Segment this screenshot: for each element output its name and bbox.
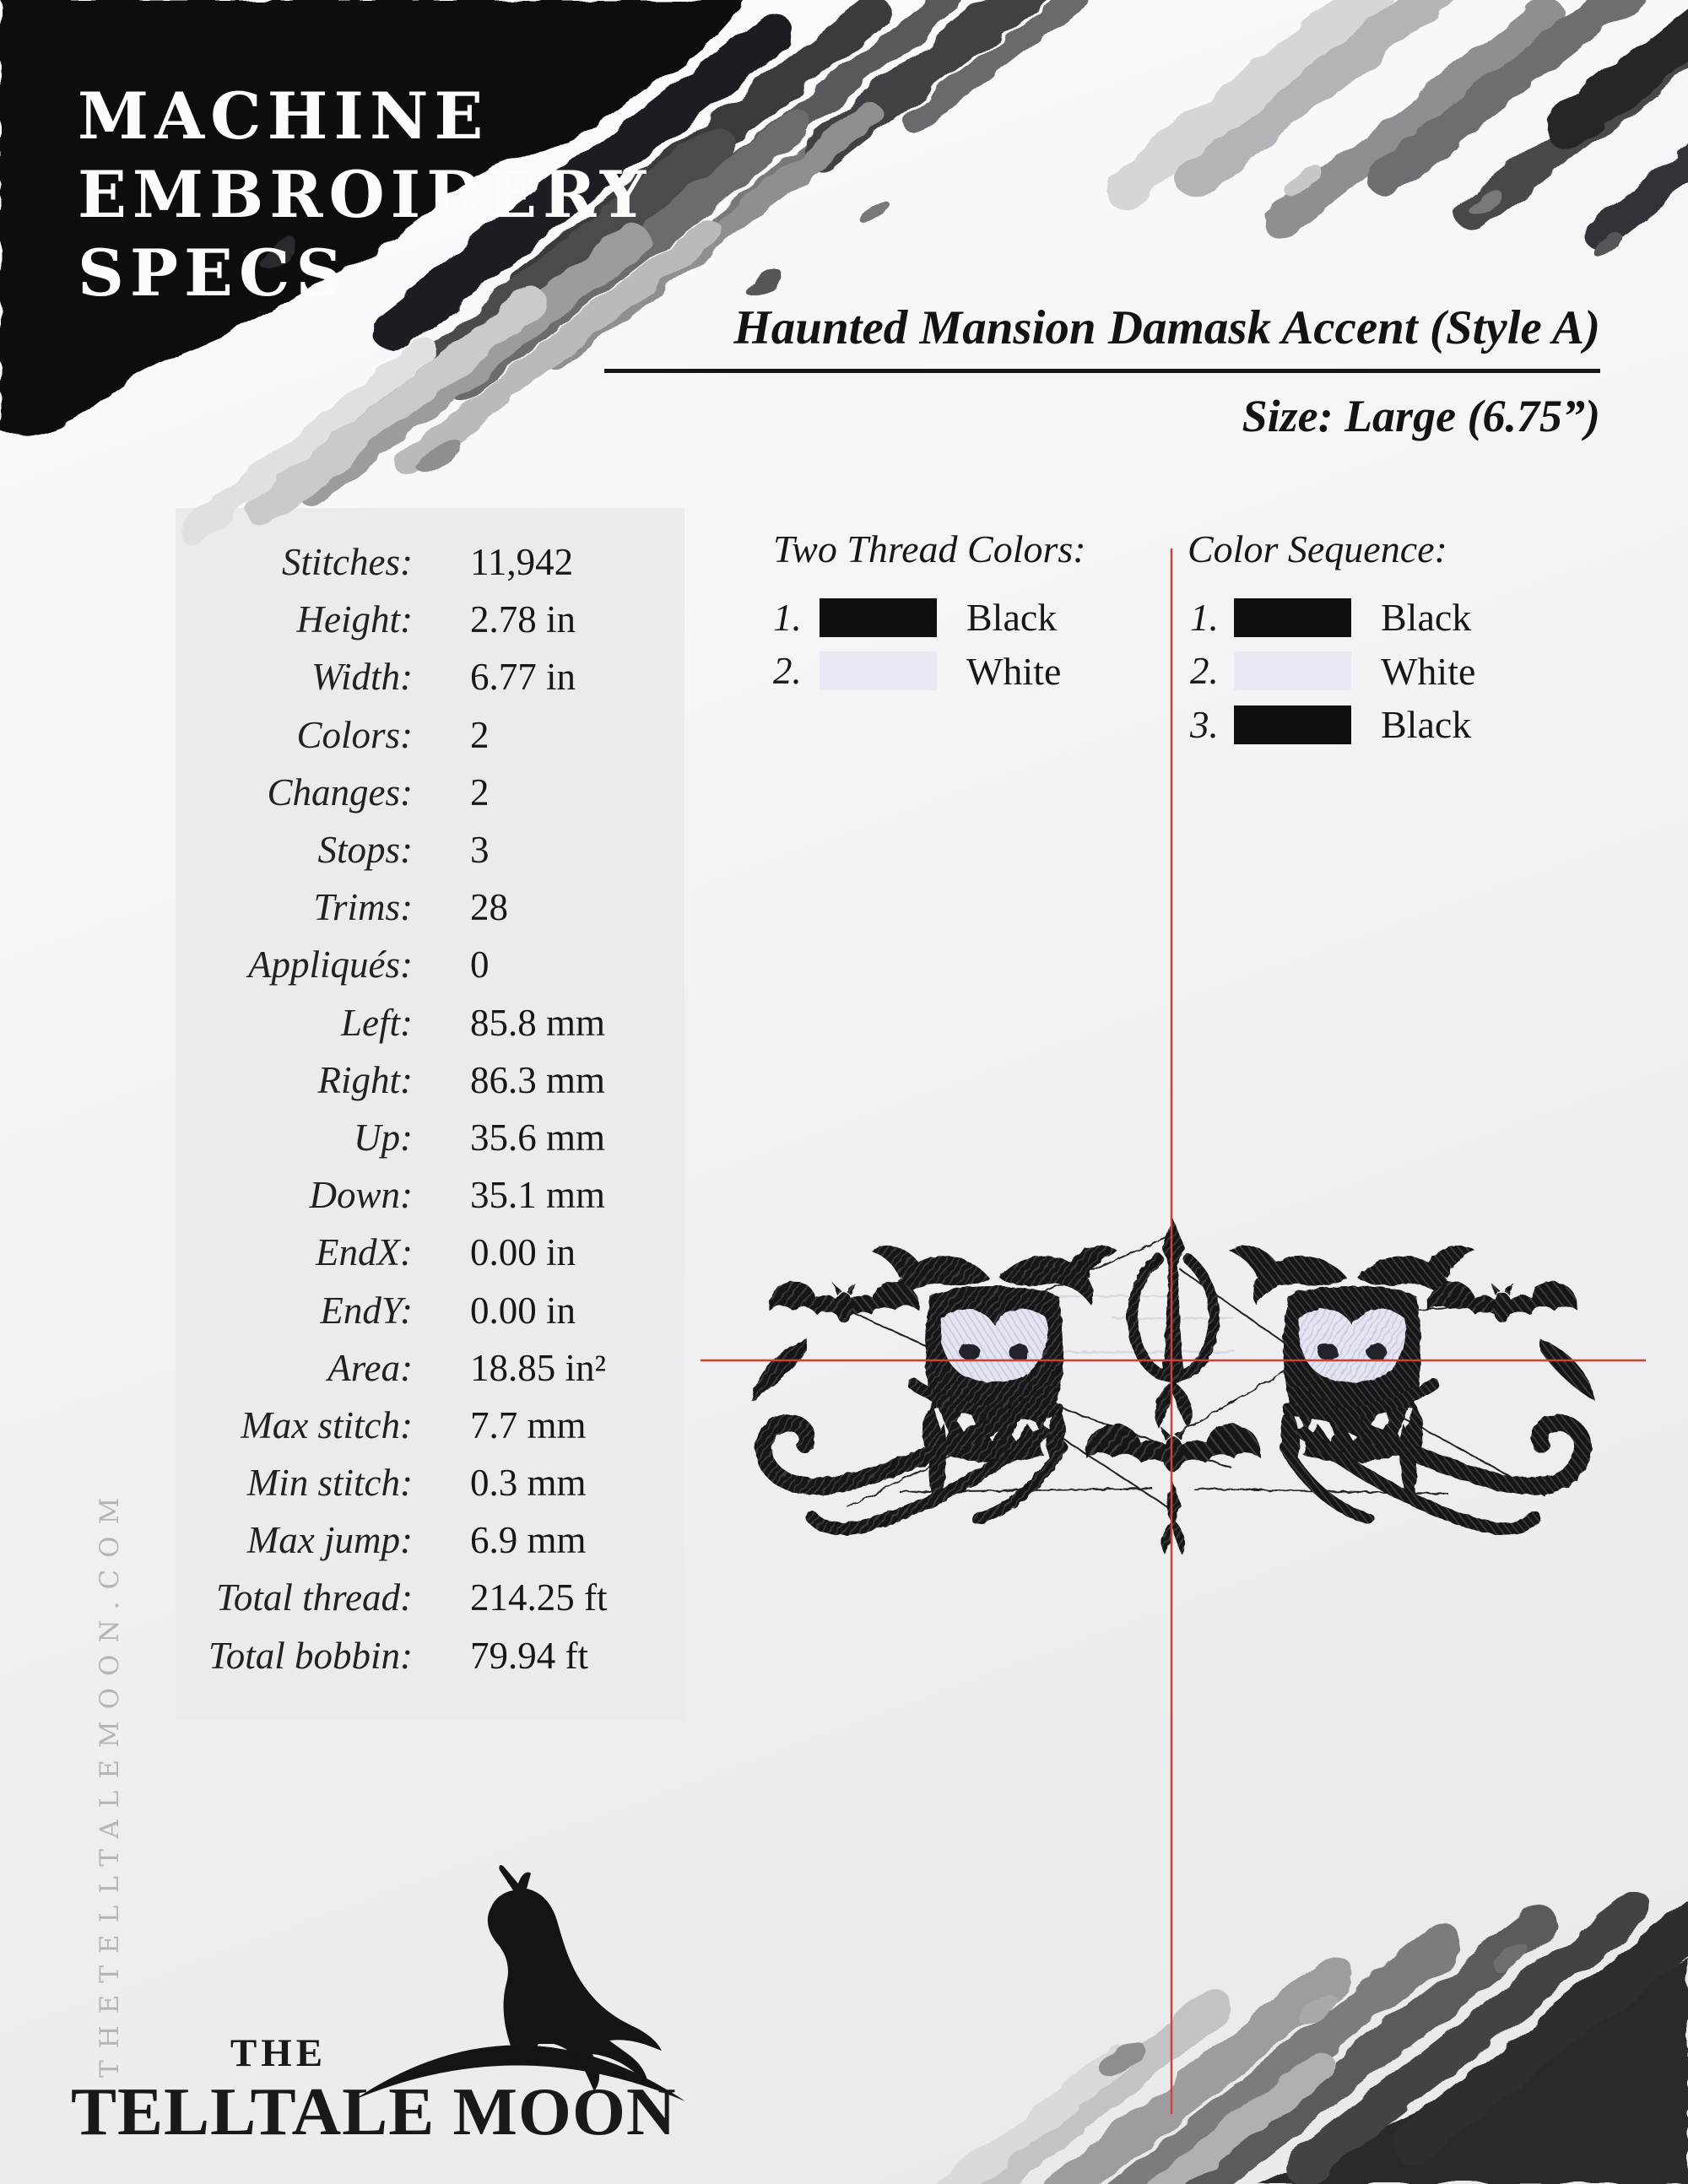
color-swatch-black (820, 598, 937, 637)
thread-colors-list (773, 591, 1061, 698)
spec-label: Up: (354, 1116, 413, 1159)
logo-text-the: THE (230, 2031, 327, 2075)
spec-label: Changes: (267, 770, 413, 814)
spec-value: 2.78 in (470, 598, 576, 641)
color-name: White (1381, 649, 1476, 693)
thread-color-item (773, 645, 1061, 699)
color-name: Black (1381, 596, 1472, 640)
brush-stroke-top-right (1096, 0, 1688, 261)
item-number: 3. (1190, 703, 1219, 746)
spec-label: Right: (317, 1058, 413, 1101)
spec-label: Trims: (313, 886, 413, 929)
page-title-line: MACHINE (78, 78, 490, 154)
spec-label: Stitches: (282, 541, 413, 584)
size-label: Size: Large (6.75”) (1242, 391, 1600, 441)
spec-label: Area: (327, 1346, 413, 1389)
spec-value: 18.85 in² (470, 1346, 606, 1389)
title-divider (604, 369, 1600, 373)
sequence-item (1190, 698, 1475, 752)
item-number: 1. (773, 596, 802, 639)
spec-value: 35.6 mm (470, 1116, 606, 1159)
spec-value: 0 (470, 943, 490, 987)
color-sequence-heading: Color Sequence: (1188, 527, 1447, 570)
spec-label: Min stitch: (246, 1462, 413, 1505)
spec-value: 79.94 ft (470, 1634, 588, 1677)
color-swatch-white (820, 651, 937, 690)
watermark-url: THETELLTALEMOON.COM (95, 1485, 125, 2078)
spec-value: 6.9 mm (470, 1519, 587, 1562)
color-swatch-white (1234, 651, 1351, 690)
spec-value: 2 (470, 713, 490, 756)
spec-value: 85.8 mm (470, 1001, 606, 1044)
page-title (78, 77, 652, 312)
spec-value: 2 (470, 770, 490, 814)
spec-value: 35.1 mm (470, 1174, 606, 1217)
spec-value: 0.00 in (470, 1289, 576, 1332)
sequence-item (1190, 645, 1475, 699)
spec-value: 86.3 mm (470, 1058, 606, 1101)
item-number: 2. (773, 650, 802, 693)
color-name: Black (966, 596, 1058, 640)
page-title-line: EMBROIDERY (78, 156, 652, 232)
color-name: Black (1381, 703, 1472, 747)
embroidery-design (751, 1219, 1595, 1554)
thread-color-item (773, 591, 1061, 645)
item-number: 1. (1190, 596, 1219, 639)
spec-label: Colors: (296, 713, 413, 756)
spec-label: Stops: (317, 829, 413, 872)
color-name: White (966, 649, 1062, 693)
spec-value: 0.3 mm (470, 1462, 587, 1505)
spec-label: Width: (311, 656, 413, 699)
spec-label: Total thread: (216, 1576, 413, 1619)
spec-value: 7.7 mm (470, 1403, 587, 1446)
brush-stroke-bottom-right (829, 1869, 1688, 2184)
spec-label: Appliqués: (248, 943, 413, 987)
spec-label: Max stitch: (241, 1403, 413, 1446)
spec-label: Total bobbin: (208, 1634, 413, 1677)
color-sequence-list (1190, 591, 1475, 752)
sequence-item (1190, 591, 1475, 645)
raven-moon-logo-icon (354, 1865, 685, 2101)
spec-label: Max jump: (246, 1519, 413, 1562)
spec-label: Left: (341, 1001, 413, 1044)
spec-label: EndX: (316, 1231, 413, 1274)
color-swatch-black (1234, 598, 1351, 637)
spec-value: 6.77 in (470, 656, 576, 699)
spec-label: Down: (309, 1174, 413, 1217)
spec-value: 3 (470, 829, 490, 872)
spec-value: 11,942 (470, 541, 574, 584)
thread-colors-heading: Two Thread Colors: (773, 527, 1086, 570)
design-name: Haunted Mansion Damask Accent (Style A) (733, 301, 1600, 354)
spec-label: Height: (296, 598, 413, 641)
spec-table (176, 533, 684, 1684)
spec-value: 214.25 ft (470, 1576, 608, 1619)
item-number: 2. (1190, 650, 1219, 693)
logo-text-telltale-moon: TELLTALE MOON (71, 2073, 677, 2149)
page-title-line: SPECS (78, 235, 349, 311)
color-swatch-black (1234, 705, 1351, 744)
spec-value: 28 (470, 886, 508, 929)
spec-value: 0.00 in (470, 1231, 576, 1274)
spec-label: EndY: (320, 1289, 413, 1332)
